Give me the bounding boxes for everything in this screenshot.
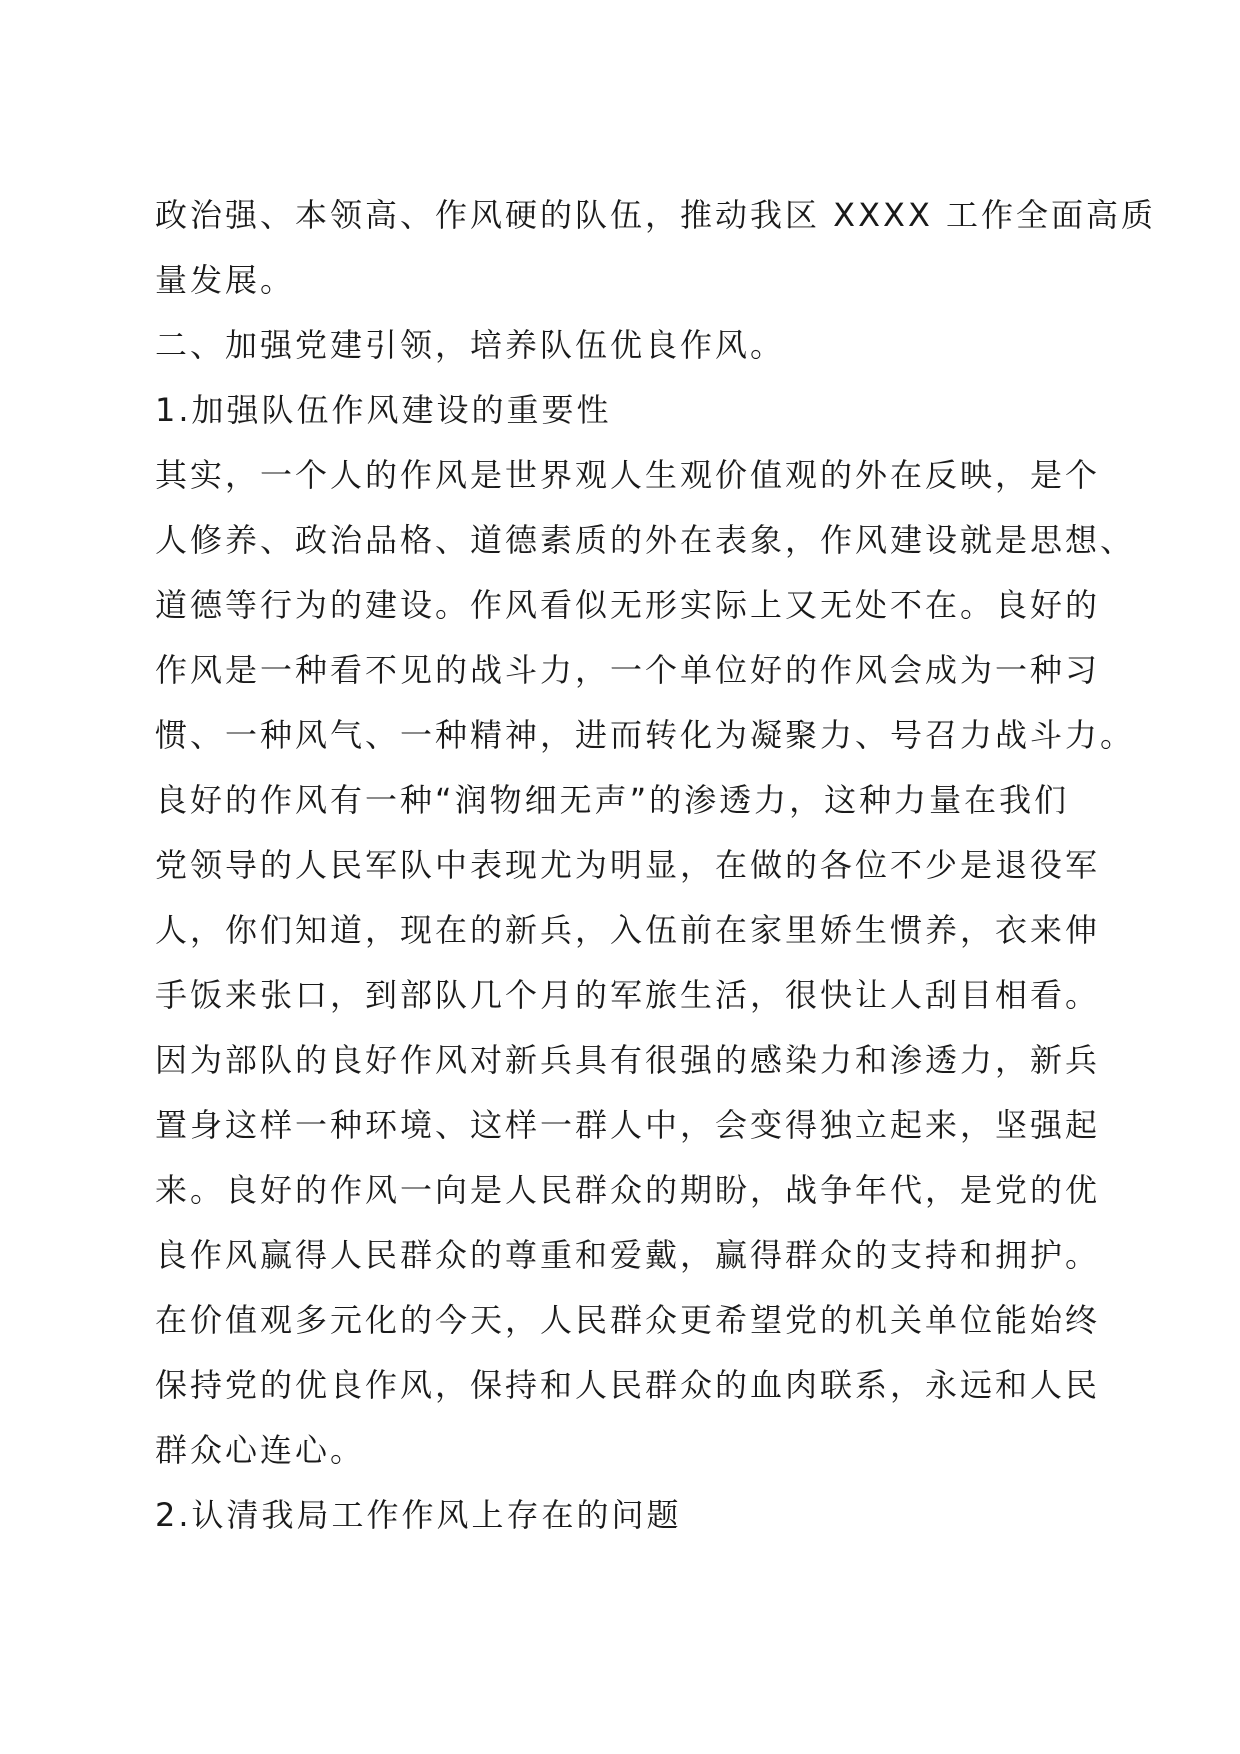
text-line: 惯、一种风气、一种精神，进而转化为凝聚力、号召力战斗力。: [155, 716, 1136, 754]
text-line: 手饭来张口，到部队几个月的军旅生活，很快让人刮目相看。: [155, 976, 1101, 1014]
text-line: 良好的作风有一种“润物细无声”的渗透力，这种力量在我们: [155, 781, 1070, 819]
text-line: 在价值观多元化的今天，人民群众更希望党的机关单位能始终: [155, 1301, 1101, 1339]
text-line: 作风是一种看不见的战斗力，一个单位好的作风会成为一种习: [155, 651, 1101, 689]
text-line: 人，你们知道，现在的新兵，入伍前在家里娇生惯养，衣来伸: [155, 911, 1101, 949]
text-line: 置身这样一种环境、这样一群人中，会变得独立起来，坚强起: [155, 1106, 1101, 1144]
text-line: 道德等行为的建设。作风看似无形实际上又无处不在。良好的: [155, 586, 1101, 624]
document-body: [155, 183, 1157, 1548]
text-line: 人修养、政治品格、道德素质的外在表象，作风建设就是思想、: [155, 521, 1136, 559]
subsection-heading: 2.认清我局工作作风上存在的问题: [155, 1496, 682, 1534]
text-line: 来。良好的作风一向是人民群众的期盼，战争年代，是党的优: [155, 1171, 1101, 1209]
text-line: 政治强、本领高、作风硬的队伍，推动我区 XXXX 工作全面高质: [155, 196, 1157, 234]
text-line: 群众心连心。: [155, 1431, 366, 1469]
text-line: 因为部队的良好作风对新兵具有很强的感染力和渗透力，新兵: [155, 1041, 1101, 1079]
text-line: 保持党的优良作风，保持和人民群众的血肉联系，永远和人民: [155, 1366, 1101, 1404]
text-line: 良作风赢得人民群众的尊重和爱戴，赢得群众的支持和拥护。: [155, 1236, 1101, 1274]
section-heading: 二、加强党建引领，培养队伍优良作风。: [155, 326, 786, 364]
text-line: 党领导的人民军队中表现尤为明显，在做的各位不少是退役军: [155, 846, 1101, 884]
text-line: 量发展。: [155, 261, 296, 299]
subsection-heading: 1.加强队伍作风建设的重要性: [155, 391, 612, 429]
text-line: 其实，一个人的作风是世界观人生观价值观的外在反映，是个: [155, 456, 1101, 494]
